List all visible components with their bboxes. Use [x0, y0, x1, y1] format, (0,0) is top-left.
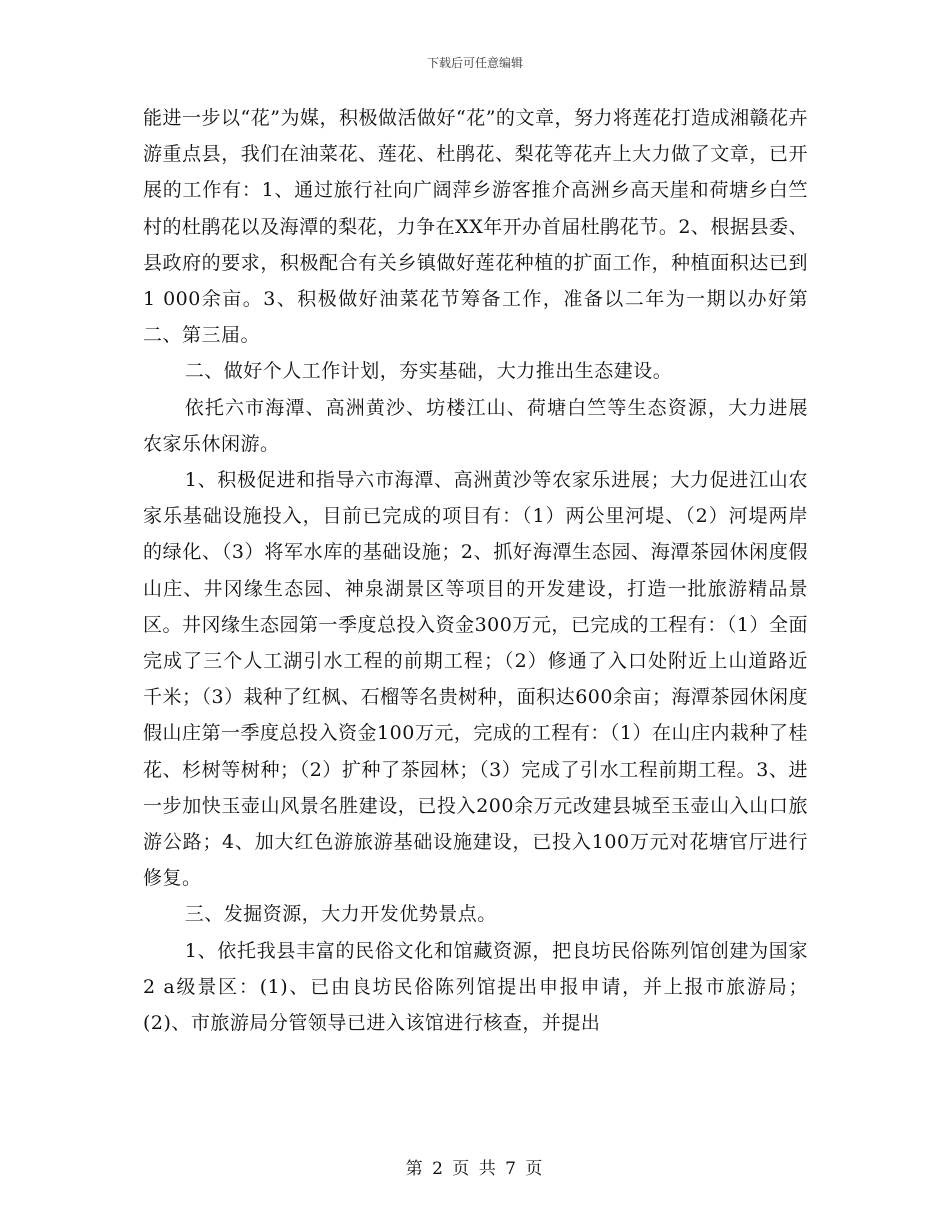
paragraph-continuation: 能进一步以“花”为媒，积极做活做好“花”的文章，努力将莲花打造成湘赣花卉游重点县，我们在油菜花、莲花、杜鹃花、梨花等花卉上大力做了文章，已开展的工作有：1、通过旅行社向广阔萍乡游客推介高洲乡高天崖和荷塘乡白竺村的杜鹃花以及海潭的梨花，力争在XX年开办首届杜鹃花节。2、根据县委、县政府的要求，积极配合有关乡镇做好莲花种植的扩面工作，种植面积达已到1 000余亩。3、积极做好油菜花节筹备工作，准备以二年为一期以办好第二、第三届。 [143, 107, 808, 347]
paragraph-ecology-projects: 1、积极促进和指导六市海潭、高洲黄沙等农家乐进展；大力促进江山农家乐基础设施投入，目前已完成的项目有：（1）两公里河堤、（2）河堤两岸的绿化、（3）将军水库的基础设施；2、抓好海潭生态园、海潭茶园休闲度假山庄、井冈缘生态园、神泉湖景区等项目的开发建设，打造一批旅游精品景区。井冈缘生态园第一季度总投入资金300万元，已完成的工程有：（1）全面完成了三个人工湖引水工程的前期工程；（2）修通了入口处附近上山道路近千米；（3）栽种了红枫、石榴等名贵树种，面积达600余亩；海潭茶园休闲度假山庄第一季度总投入资金100万元，完成的工程有：（1）在山庄内栽种了桂花、杉树等树种；（2）扩种了茶园林；（3）完成了引水工程前期工程。3、进一步加快玉壶山风景名胜建设，已投入200余万元改建县城至玉壶山入山口旅游公路；4、加大红色游旅游基础设施建设，已投入100万元对花塘官厅进行修复。 [143, 469, 808, 890]
paragraph-ecology-resources: 依托六市海潭、高洲黄沙、坊楼江山、荷塘白竺等生态资源，大力进展农家乐休闲游。 [143, 396, 808, 455]
page-number: 第 2 页 共 7 页 [405, 1159, 545, 1179]
section-heading-3: 三、发掘资源，大力开发优势景点。 [184, 903, 497, 926]
header-note: 下载后可任意编辑 [426, 56, 523, 70]
document-body [143, 100, 808, 1041]
section-heading-2: 二、做好个人工作计划，夯实基础，大力推出生态建设。 [184, 360, 673, 383]
paragraph-folk-museum: 1、依托我县丰富的民俗文化和馆藏资源，把良坊民俗陈列馆创建为国家2 a级景区：(1)、已由良坊民俗陈列馆提出申报申请，并上报市旅游局；(2)、市旅游局分管领导已进入该馆进行核查，并提出 [143, 939, 808, 1035]
